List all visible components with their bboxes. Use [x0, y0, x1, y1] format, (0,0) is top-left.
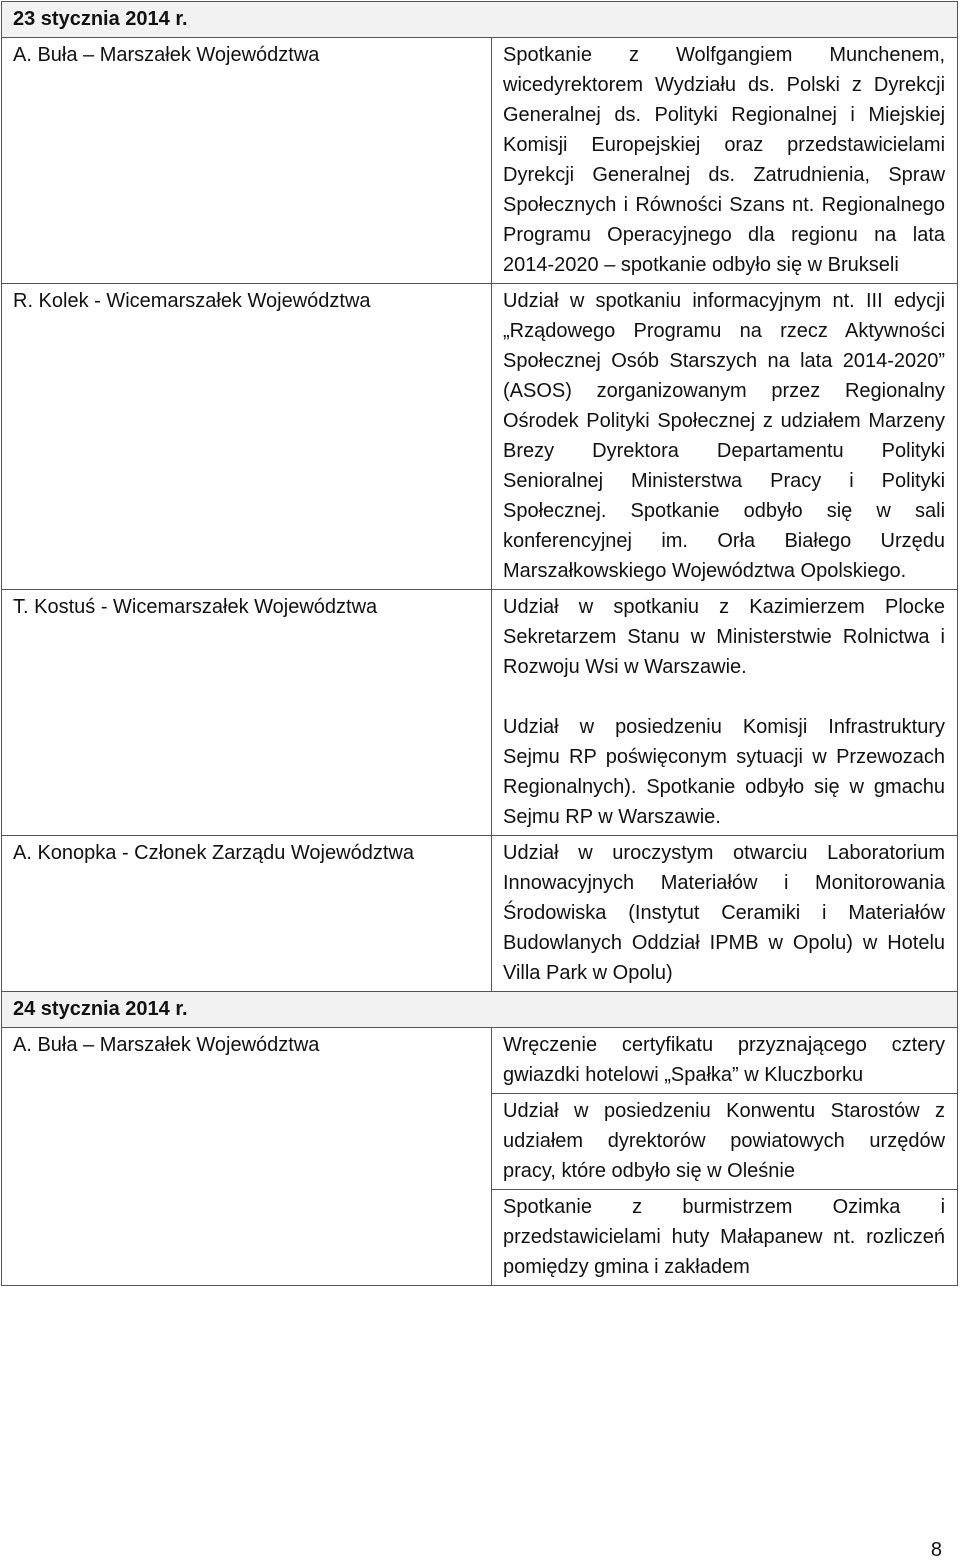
- event-cell: [492, 590, 958, 836]
- schedule-row: [2, 38, 958, 284]
- event-entry: Wręczenie certyfikatu przyznającego cztery gwiazdki hotelowi „Spałka” w Kluczborku: [503, 1034, 946, 1086]
- event-cell: [492, 1094, 958, 1190]
- schedule-row: [2, 1028, 958, 1094]
- date-row: [2, 992, 958, 1028]
- person-cell: A. Konopka - Członek Zarządu Województwa: [2, 836, 492, 992]
- schedule-row: [2, 836, 958, 992]
- event-cell: [492, 1190, 958, 1286]
- date-row: [2, 2, 958, 38]
- person-cell: T. Kostuś - Wicemarszałek Województwa: [2, 590, 492, 836]
- date-heading: 24 stycznia 2014 r.: [2, 992, 958, 1028]
- schedule-row: [2, 284, 958, 590]
- event-entry: Udział w posiedzeniu Konwentu Starostów z udziałem dyrektorów powiatowych urzędów pracy, które odbyło się w Oleśnie: [503, 1100, 946, 1182]
- event-entry: Udział w spotkaniu z Kazimierzem Plocke Sekretarzem Stanu w Ministerstwie Rolnictwa i Rozwoju Wsi w Warszawie.: [503, 596, 946, 678]
- event-entry: Udział w spotkaniu informacyjnym nt. III edycji „Rządowego Programu na rzecz Aktywności Społecznej Osób Starszych na lata 2014-2020” (ASOS) zorganizowanym przez Regionalny Ośrodek Polityki Społecznej z udziałem Marzeny Brezy Dyrektora Departamentu Polityki Senioralnej Ministerstwa Pracy i Polityki Społecznej. Spotkanie odbyło się w sali konferencyjnej im. Orła Białego Urzędu Marszałkowskiego Województwa Opolskiego.: [503, 290, 946, 582]
- person-cell: R. Kolek - Wicemarszałek Województwa: [2, 284, 492, 590]
- person-cell: A. Buła – Marszałek Województwa: [2, 1028, 492, 1286]
- event-cell: [492, 1028, 958, 1094]
- event-entry: Spotkanie z burmistrzem Ozimka i przedstawicielami huty Małapanew nt. rozliczeń pomiędzy gmina i zakładem: [503, 1196, 946, 1278]
- event-entry: Spotkanie z Wolfgangiem Munchenem, wicedyrektorem Wydziału ds. Polski z Dyrekcji Generalnej ds. Polityki Regionalnej i Miejskiej Komisji Europejskiej oraz przedstawicielami Dyrekcji Generalnej ds. Zatrudnienia, Spraw Społecznych i Równości Szans nt. Regionalnego Programu Operacyjnego dla regionu na lata 2014-2020 – spotkanie odbyło się w Brukseli: [503, 44, 946, 276]
- event-cell: [492, 38, 958, 284]
- schedule-table: [1, 1, 958, 1286]
- schedule-row: [2, 590, 958, 836]
- date-heading: 23 stycznia 2014 r.: [2, 2, 958, 38]
- event-entry: Udział w posiedzeniu Komisji Infrastruktury Sejmu RP poświęconym sytuacji w Przewozach Regionalnych). Spotkanie odbyło się w gmachu Sejmu RP w Warszawie.: [503, 716, 946, 828]
- page-number: 8: [930, 1539, 942, 1561]
- event-cell: [492, 836, 958, 992]
- event-cell: [492, 284, 958, 590]
- event-entry: Udział w uroczystym otwarciu Laboratorium Innowacyjnych Materiałów i Monitorowania Środowiska (Instytut Ceramiki i Materiałów Budowlanych Oddział IPMB w Opolu) w Hotelu Villa Park w Opolu): [503, 842, 946, 984]
- person-cell: A. Buła – Marszałek Województwa: [2, 38, 492, 284]
